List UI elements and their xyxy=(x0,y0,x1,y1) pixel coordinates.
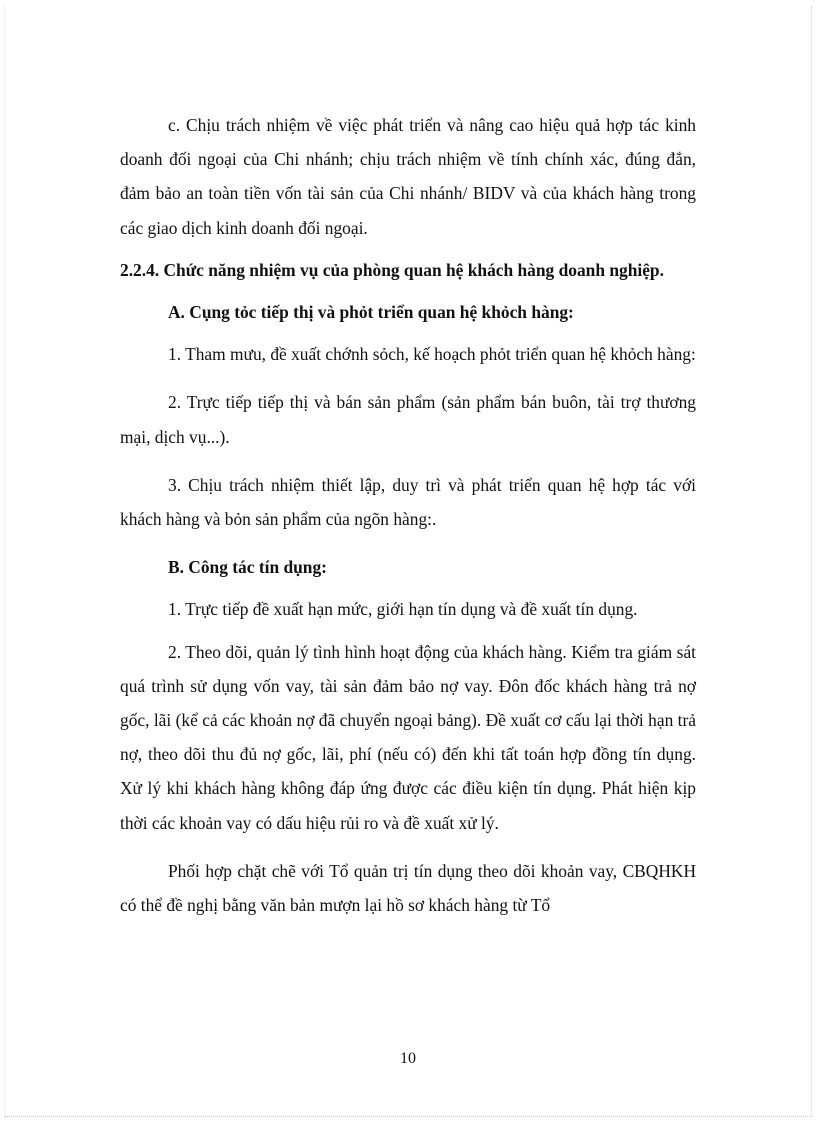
paragraph-responsibility-c: c. Chịu trách nhiệm về việc phát triển và nâng cao hiệu quả hợp tác kinh doanh đối ngoại của Chi nhánh; chịu trách nhiệm về tính chính xác, đúng đắn, đảm bảo an toàn tiền vốn tài sản của Chi nhánh/ BIDV và của khách hàng trong các giao dịch kinh doanh đối ngoại. xyxy=(120,115,696,238)
subheading-credit: B. Công tác tín dụng: xyxy=(168,557,327,578)
page-number: 10 xyxy=(400,1050,416,1067)
paragraph-marketing-3: 3. Chịu trách nhiệm thiết lập, duy trì và phát triển quan hệ hợp tác với khách hàng và bỏn sản phẩm của ngõn hàng:. xyxy=(120,474,696,530)
paragraph-credit-1: 1. Trực tiếp đề xuất hạn mức, giới hạn tín dụng và đề xuất tín dụng. xyxy=(168,599,638,620)
page-border-left xyxy=(4,6,5,1116)
section-heading-2-2-4: 2.2.4. Chức năng nhiệm vụ của phòng quan hệ khách hàng doanh nghiệp. xyxy=(120,259,664,280)
paragraph-credit-2: 2. Theo dõi, quản lý tình hình hoạt động của khách hàng. Kiểm tra giám sát quá trình sử dụng vốn vay, tài sản đảm bảo nợ vay. Đôn đốc khách hàng trả nợ gốc, lãi (kể cả các khoản nợ đã chuyển ngoại bảng). Đề xuất cơ cấu lại thời hạn trả nợ, theo dõi thu đủ nợ gốc, lãi, phí (nếu có) đến khi tất toán hợp đồng tín dụng. Xử lý khi khách hàng không đáp ứng được các điều kiện tín dụng. Phát hiện kịp thời các khoản vay có dấu hiệu rủi ro và đề xuất xử lý. xyxy=(120,641,696,833)
page-border-bottom xyxy=(4,1116,812,1117)
paragraph-coordination: Phối hợp chặt chẽ với Tổ quản trị tín dụng theo dõi khoản vay, CBQHKH có thể đề nghị bằng văn bản mượn lại hồ sơ khách hàng từ Tổ xyxy=(120,860,696,916)
subheading-marketing: A. Cụng tỏc tiếp thị và phỏt triển quan hệ khỏch hàng: xyxy=(168,302,574,323)
page-body xyxy=(120,108,696,922)
page-border-right xyxy=(811,6,812,1116)
paragraph-marketing-1: 1. Tham mưu, đề xuất chớnh sỏch, kế hoạch phỏt triển quan hệ khỏch hàng: xyxy=(168,344,696,365)
paragraph-marketing-2: 2. Trực tiếp tiếp thị và bán sản phẩm (sản phẩm bán buôn, tài trợ thương mại, dịch vụ...). xyxy=(120,392,696,447)
